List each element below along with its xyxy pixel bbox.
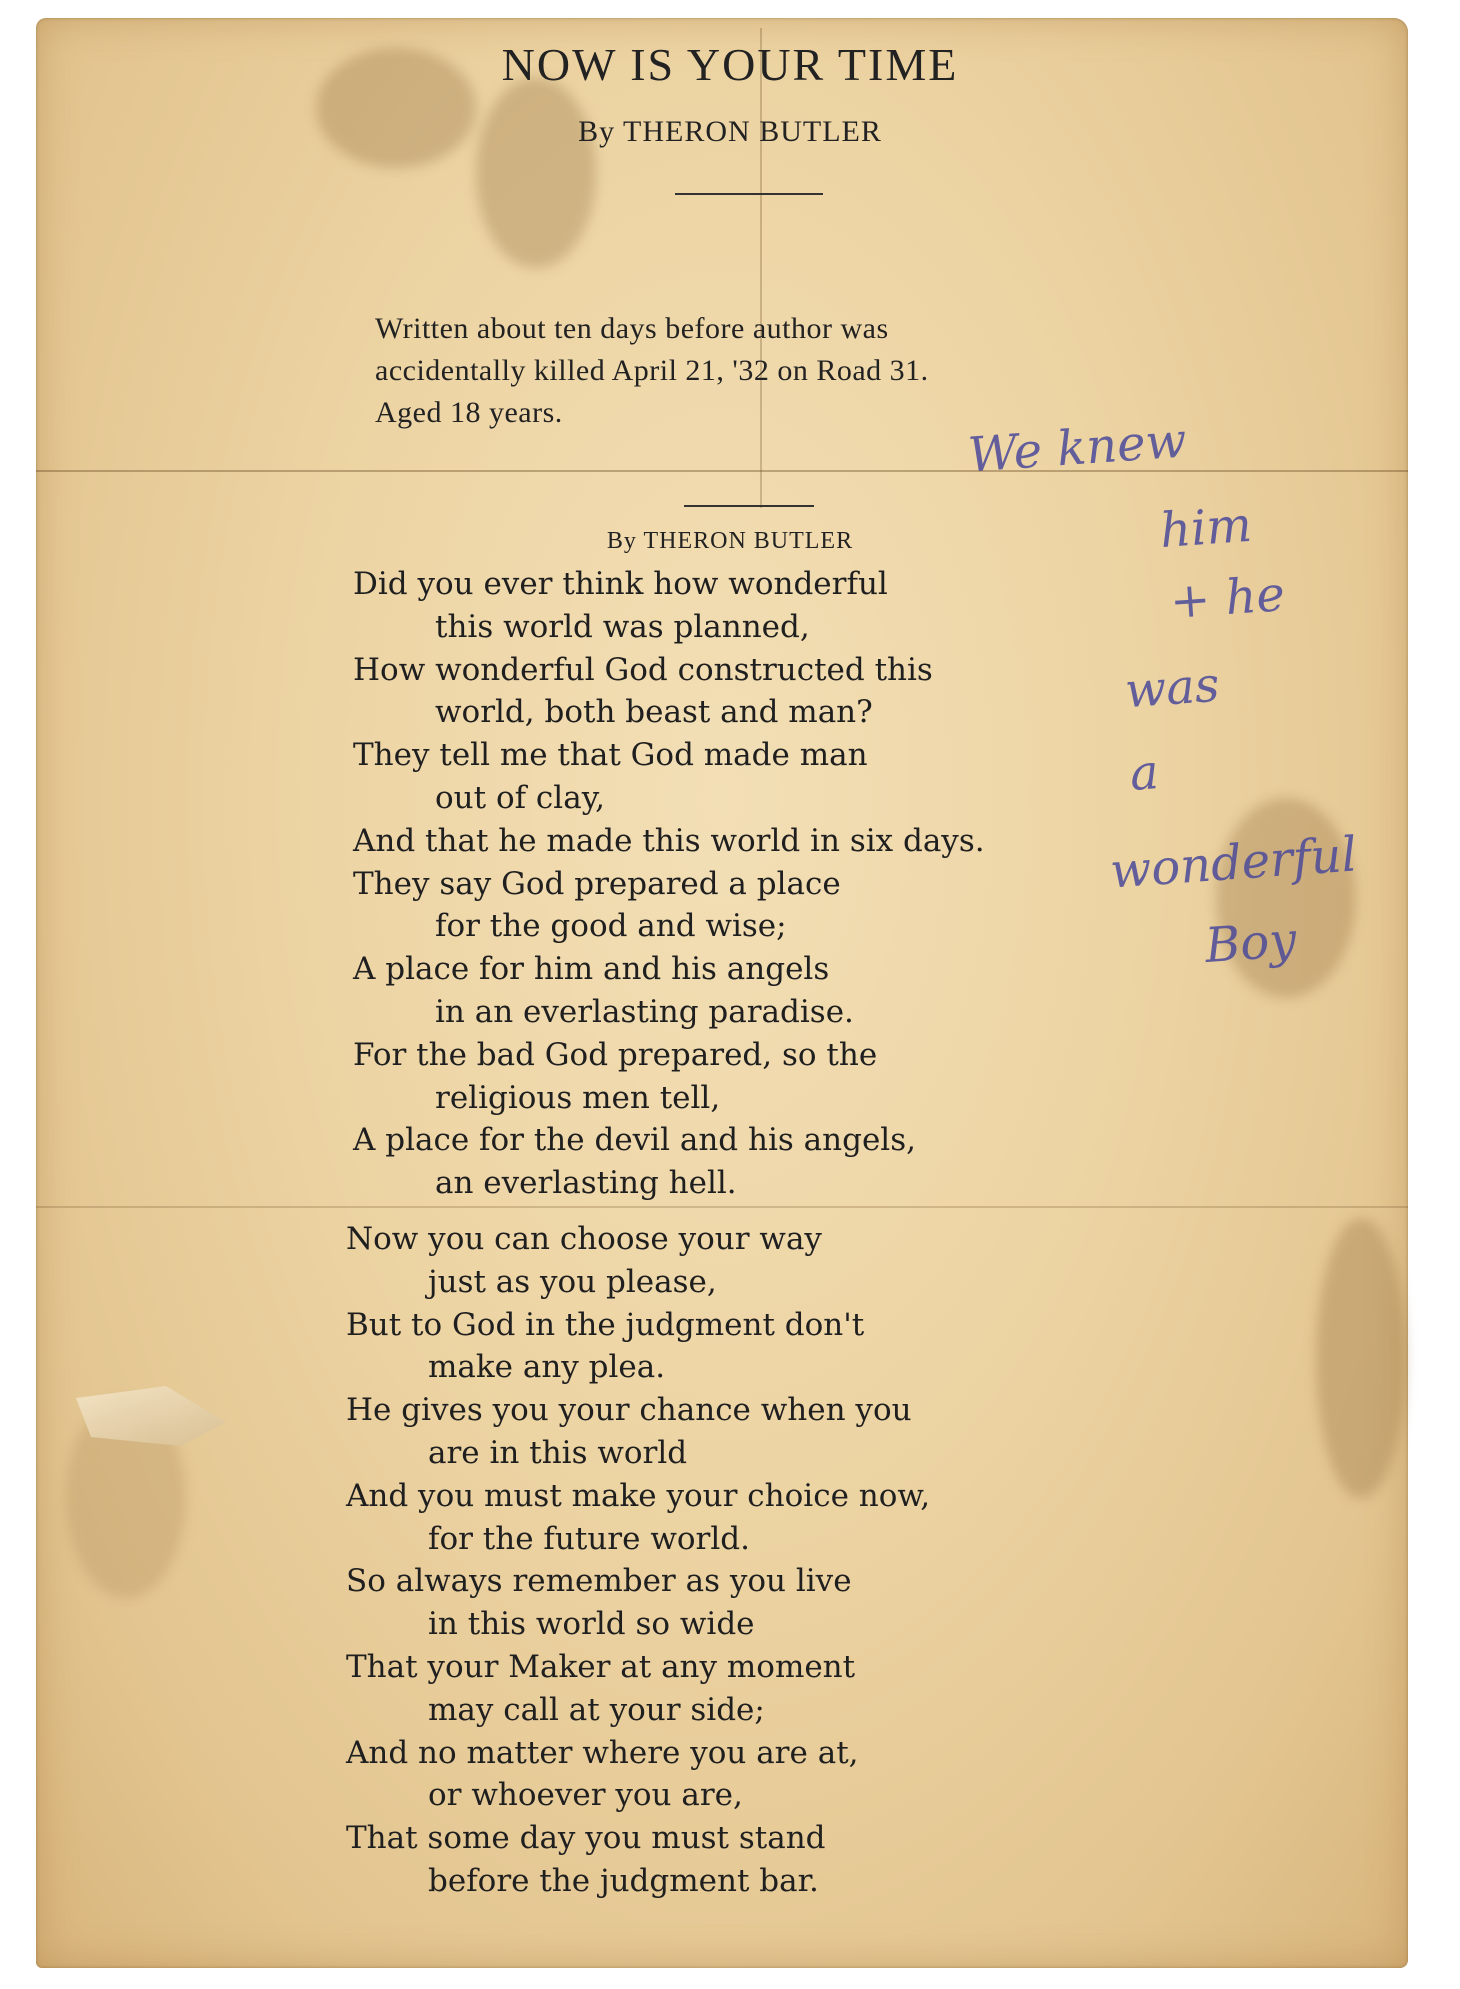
fold-crease — [36, 470, 1408, 472]
fold-crease — [760, 28, 762, 508]
handwriting-line: him — [1158, 496, 1254, 560]
note-line: Aged 18 years. — [375, 396, 563, 429]
poem-line: for the future world. — [428, 1520, 750, 1557]
author-byline: By THERON BUTLER — [606, 528, 854, 554]
poem-line: So always remember as you live — [346, 1563, 852, 1600]
poem-line: just as you please, — [428, 1263, 717, 1300]
poem-line: And that he made this world in six days. — [353, 822, 985, 859]
poem-line: or whoever you are, — [428, 1777, 743, 1814]
poem-line: out of clay, — [435, 779, 605, 816]
handwriting-line: was — [1123, 656, 1222, 720]
poem-line: For the bad God prepared, so the — [353, 1036, 878, 1073]
poem-line: for the good and wise; — [435, 908, 787, 945]
poem-line: He gives you your chance when you — [346, 1392, 912, 1429]
poem-line: But to God in the judgment don't — [346, 1306, 865, 1343]
poem-line: That your Maker at any moment — [346, 1648, 856, 1685]
poem-line: an everlasting hell. — [435, 1165, 737, 1202]
poem-stanza-2 — [346, 1218, 930, 1903]
poem-line: They tell me that God made man — [353, 737, 868, 774]
poem-line: Did you ever think how wonderful — [353, 566, 888, 602]
handwriting-line: + he — [1168, 566, 1287, 630]
torn-edge — [76, 1386, 226, 1446]
poem-line: A place for him and his angels — [353, 951, 830, 988]
divider-rule — [684, 505, 814, 507]
note-line: accidentally killed April 21, '32 on Road 31. — [375, 354, 929, 387]
poem-line: are in this world — [428, 1434, 688, 1471]
poem-line: And no matter where you are at, — [346, 1734, 859, 1771]
handwriting-line: We knew — [966, 412, 1189, 484]
poem-line: before the judgment bar. — [428, 1862, 819, 1899]
water-stain — [1316, 1218, 1406, 1498]
poem-line: make any plea. — [428, 1349, 666, 1386]
poem-line: in an everlasting paradise. — [435, 993, 854, 1030]
divider-rule — [675, 193, 823, 195]
poem-stanza-1 — [353, 563, 985, 1205]
handwriting-line: Boy — [1203, 911, 1299, 975]
poem-line: may call at your side; — [428, 1691, 765, 1728]
poem-line: How wonderful God constructed this — [353, 651, 933, 688]
poem-line: this world was planned, — [435, 608, 810, 645]
poem-line: They say God prepared a place — [353, 865, 841, 902]
note-line: Written about ten days before author was — [375, 312, 889, 345]
poem-title: NOW IS YOUR TIME — [501, 39, 959, 90]
poem-line: world, both beast and man? — [435, 694, 873, 731]
poem-line: That some day you must stand — [346, 1820, 826, 1857]
poem-line: A place for the devil and his angels, — [353, 1122, 916, 1159]
water-stain — [476, 78, 596, 268]
poem-line: in this world so wide — [428, 1606, 755, 1643]
editor-note — [375, 308, 1135, 434]
poem-line: Now you can choose your way — [346, 1221, 822, 1257]
author-byline: By THERON BUTLER — [578, 115, 882, 148]
fold-crease — [36, 1206, 1408, 1208]
handwriting-line: wonderful — [1108, 826, 1359, 900]
poem-line: And you must make your choice now, — [346, 1477, 931, 1514]
poem-line: religious men tell, — [435, 1079, 721, 1116]
handwriting-line: a — [1128, 744, 1161, 802]
